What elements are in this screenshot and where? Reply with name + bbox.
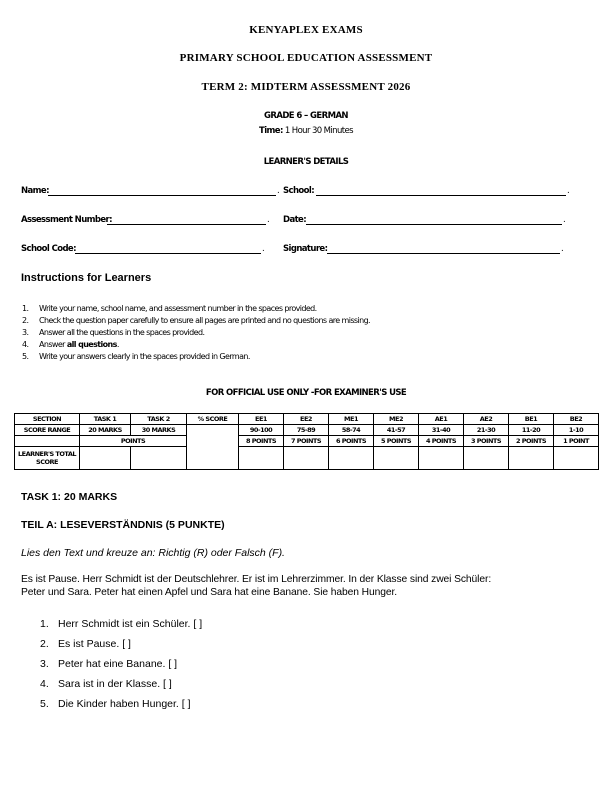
instruction-item: 2. Check the question paper carefully to ensure all pages are printed and no questions are missing. <box>22 316 370 325</box>
score-cell[interactable] <box>554 447 599 470</box>
table-cell: 75-89 <box>284 425 329 436</box>
learner-total-label: LEARNER'S TOTAL SCORE <box>15 447 80 470</box>
table-cell: % SCORE <box>187 414 239 425</box>
table-cell: 30 MARKS <box>131 425 187 436</box>
date-field-end: . <box>563 215 566 225</box>
table-cell: 1 POINT <box>554 436 599 447</box>
signature-label: Signature: <box>283 244 328 254</box>
score-cell[interactable] <box>239 447 284 470</box>
score-cell[interactable] <box>329 447 374 470</box>
table-cell: SECTION <box>15 414 80 425</box>
table-cell: TASK 2 <box>131 414 187 425</box>
instructions-title: Instructions for Learners <box>21 272 152 284</box>
table-row <box>15 447 599 470</box>
question-item[interactable]: 3. Peter hat eine Banane. [ ] <box>40 658 178 670</box>
part-heading: TEIL A: LESEVERSTÄNDNIS (5 PUNKTE) <box>21 519 225 531</box>
assessment-title: PRIMARY SCHOOL EDUCATION ASSESSMENT <box>179 52 433 64</box>
table-cell: 58-74 <box>329 425 374 436</box>
learner-details-heading: LEARNER'S DETAILS <box>263 157 349 167</box>
school-field[interactable] <box>316 186 566 196</box>
table-cell: 21-30 <box>464 425 509 436</box>
table-cell: EE2 <box>284 414 329 425</box>
name-field[interactable] <box>48 186 276 196</box>
instructions-list <box>22 303 370 363</box>
table-cell: ME2 <box>374 414 419 425</box>
date-field[interactable] <box>306 215 562 225</box>
org-title: KENYAPLEX EXAMS <box>249 24 363 36</box>
school-code-end: . <box>262 244 265 254</box>
table-cell: 1-10 <box>554 425 599 436</box>
task2-score-cell[interactable] <box>131 447 187 470</box>
question-list <box>40 614 202 714</box>
table-cell: AE2 <box>464 414 509 425</box>
table-cell: AE1 <box>419 414 464 425</box>
score-cell[interactable] <box>419 447 464 470</box>
score-cell[interactable] <box>374 447 419 470</box>
task-heading: TASK 1: 20 MARKS <box>21 491 118 503</box>
instruction-item: 5. Write your answers clearly in the spaces provided in German. <box>22 352 250 361</box>
name-label: Name: <box>21 186 49 196</box>
passage-line-1: Es ist Pause. Herr Schmidt ist der Deutschlehrer. Er ist im Lehrerzimmer. In der Klasse sind zwei Schüler: <box>21 574 492 585</box>
assessment-number-end: . <box>267 215 270 225</box>
term-title: TERM 2: MIDTERM ASSESSMENT 2026 <box>201 81 411 93</box>
school-field-end: . <box>567 186 570 196</box>
assessment-number-field[interactable] <box>107 215 266 225</box>
table-cell: 41-57 <box>374 425 419 436</box>
time-label: Time: <box>259 126 283 136</box>
table-cell: 31-40 <box>419 425 464 436</box>
question-item[interactable]: 4. Sara ist in der Klasse. [ ] <box>40 678 172 690</box>
table-cell: 4 POINTS <box>419 436 464 447</box>
time-value: 1 Hour 30 Minutes <box>284 126 353 136</box>
school-code-label: School Code: <box>21 244 76 254</box>
table-cell: BE2 <box>554 414 599 425</box>
table-cell: 7 POINTS <box>284 436 329 447</box>
table-cell: ME1 <box>329 414 374 425</box>
score-table <box>14 413 599 470</box>
score-cell[interactable] <box>284 447 329 470</box>
time-line <box>0 126 612 136</box>
official-use-heading: FOR OFFICIAL USE ONLY -FOR EXAMINER'S USE <box>205 388 407 398</box>
name-field-end: . <box>277 186 280 196</box>
table-row <box>15 425 599 436</box>
table-cell: SCORE RANGE <box>15 425 80 436</box>
table-cell: 11-20 <box>509 425 554 436</box>
instruction-item: 3. Answer all the questions in the spaces provided. <box>22 328 205 337</box>
table-cell: EE1 <box>239 414 284 425</box>
table-cell: 3 POINTS <box>464 436 509 447</box>
signature-field[interactable] <box>327 244 560 254</box>
task-instruction: Lies den Text und kreuze an: Richtig (R) oder Falsch (F). <box>21 547 285 559</box>
assessment-number-label: Assessment Number: <box>21 215 112 225</box>
instruction-item: 4. Answer all questions. <box>22 340 119 349</box>
table-cell: 90-100 <box>239 425 284 436</box>
instruction-item: 1. Write your name, school name, and assessment number in the spaces provided. <box>22 304 317 313</box>
table-cell: BE1 <box>509 414 554 425</box>
school-label: School: <box>283 186 315 196</box>
table-cell: 8 POINTS <box>239 436 284 447</box>
date-label: Date: <box>283 215 307 225</box>
grade-subject: GRADE 6 – GERMAN <box>264 111 348 121</box>
points-label-cell: POINTS <box>80 436 187 447</box>
table-cell: 5 POINTS <box>374 436 419 447</box>
signature-field-end: . <box>561 244 564 254</box>
table-cell: TASK 1 <box>80 414 131 425</box>
table-row <box>15 414 599 425</box>
table-cell <box>15 436 80 447</box>
percent-score-cell[interactable] <box>187 425 239 470</box>
passage-line-2: Peter und Sara. Peter hat einen Apfel und Sara hat eine Banane. Sie haben Hunger. <box>21 587 398 598</box>
table-cell: 2 POINTS <box>509 436 554 447</box>
question-item[interactable]: 1. Herr Schmidt ist ein Schüler. [ ] <box>40 618 203 630</box>
question-item[interactable]: 2. Es ist Pause. [ ] <box>40 638 131 650</box>
score-cell[interactable] <box>464 447 509 470</box>
table-cell: 6 POINTS <box>329 436 374 447</box>
table-cell: 20 MARKS <box>80 425 131 436</box>
question-item[interactable]: 5. Die Kinder haben Hunger. [ ] <box>40 698 191 710</box>
score-cell[interactable] <box>509 447 554 470</box>
school-code-field[interactable] <box>75 244 261 254</box>
task1-score-cell[interactable] <box>80 447 131 470</box>
table-row <box>15 436 599 447</box>
